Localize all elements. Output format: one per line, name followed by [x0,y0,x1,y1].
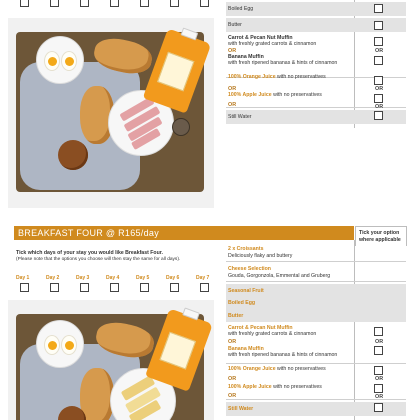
item-butter: Butter [228,313,244,319]
or-label: OR [375,104,384,110]
check-still-water[interactable] [374,403,383,412]
item-butter: Butter [228,22,242,28]
top-day-checkbox-6[interactable] [170,0,179,7]
day-label-4: Day 4 [106,275,120,281]
tray [16,314,204,420]
check-orange-juice-top[interactable] [374,76,383,85]
item-carrot-muffin: Carrot & Pecan Nut Muffin [228,35,293,41]
day-label-2: Day 2 [46,275,60,281]
day-checkbox-1[interactable] [20,283,29,292]
or-label: OR [228,393,237,399]
section-banner [14,226,354,240]
item-banana-muffin-desc: with fresh ripened bananas & hints of cinnamon [228,60,338,66]
check-apple-juice[interactable] [374,384,383,393]
section-divider [0,208,420,222]
row-croissants [226,244,406,262]
day-checkbox-4[interactable] [110,283,119,292]
or-label: OR [375,376,384,382]
day-label-7: Day 7 [196,275,210,281]
or-label: OR [375,394,384,400]
item-seasonal-fruit: Seasonal Fruit [228,288,264,294]
or-label: OR [375,339,384,345]
item-still-water: Still Water [228,114,252,120]
instruction-text: Tick which days of your stay you would like Breakfast Four. [16,250,163,256]
or-label: OR [228,376,237,382]
row-juice-options: 100% Orange Juice with no preservatives 100% Apple Juice with no preservatives [226,72,406,108]
check-carrot-muffin[interactable] [374,327,383,336]
row-cheese [226,264,406,282]
row-juice-options: 100% Orange Juice with no preservatives 100% Apple Juice with no preservatives [226,364,406,400]
item-still-water: Still Water [228,406,254,412]
item-croissants-desc: Deliciously flaky and buttery [228,253,293,259]
instruction-note: (Please note that the options you choose will then stay the same for all days). [16,257,181,262]
day-checkbox-2[interactable] [50,283,59,292]
item-cheese-desc: Gouda, Gorgonzola, Emmental and Gruberg [228,273,331,279]
or-label: OR [228,102,237,108]
item-banana-muffin: Banana Muffin [228,346,264,352]
item-cheese-selection: Cheese Selection [228,266,271,272]
day-label-3: Day 3 [76,275,90,281]
top-day-checkbox-5[interactable] [140,0,149,7]
item-orange-juice: 100% Orange Juice [228,366,276,372]
top-day-checkbox-4[interactable] [110,0,119,7]
or-label: OR [375,48,384,54]
check-carrot-muffin-top[interactable] [374,37,383,46]
check-still-water-top[interactable] [374,111,383,120]
item-carrot-muffin-desc: with freshly grated carrots & cinnamon [228,41,317,47]
item-carrot-muffin-desc: with freshly grated carrots & cinnamon [228,331,317,337]
or-label: OR [228,339,237,345]
item-banana-muffin-desc: with fresh ripened bananas & hints of cinnamon [228,352,338,358]
day-checkbox-7[interactable] [200,283,209,292]
item-apple-juice: 100% Apple Juice [228,92,272,98]
item-boiled-egg: Boiled Egg [228,6,254,12]
check-apple-juice-top[interactable] [374,94,383,103]
day-label-5: Day 5 [136,275,150,281]
check-orange-juice[interactable] [374,366,383,375]
check-banana-muffin[interactable] [374,346,383,355]
croissant [80,368,114,420]
item-boiled-egg: Boiled Egg [228,300,256,306]
check-banana-muffin-top[interactable] [374,56,383,65]
day-checkbox-6[interactable] [170,283,179,292]
row-boiled-egg [226,296,406,310]
top-day-checkbox-1[interactable] [20,0,29,7]
or-label: OR [375,86,384,92]
item-banana-muffin: Banana Muffin [228,54,264,60]
top-day-checkbox-7[interactable] [200,0,209,7]
day-label-6: Day 6 [166,275,180,281]
top-day-checkbox-2[interactable] [50,0,59,7]
section-title: BREAKFAST FOUR @ R165/day [18,228,160,238]
or-label: OR [228,48,237,54]
check-butter-top[interactable] [374,21,383,30]
juice-bottle [145,308,213,391]
day-label-1: Day 1 [16,275,30,281]
tray [16,32,204,192]
day-checkbox-5[interactable] [140,283,149,292]
row-butter [226,310,406,322]
top-day-checkbox-3[interactable] [80,0,89,7]
or-label: OR [228,86,237,92]
day-checkbox-3[interactable] [80,283,89,292]
juice-bottle [143,28,212,113]
item-carrot-muffin: Carrot & Pecan Nut Muffin [228,325,293,331]
tick-header: Tick your option where applicable [355,226,407,246]
top-breakfast-photo [8,18,214,208]
item-apple-juice: 100% Apple Juice [228,384,272,390]
muffin [58,140,88,170]
item-orange-juice: 100% Orange Juice [228,74,276,80]
bottom-breakfast-photo [8,300,214,420]
check-boiled-egg-top[interactable] [374,4,383,13]
item-croissants: 2 x Croissants [228,246,264,252]
